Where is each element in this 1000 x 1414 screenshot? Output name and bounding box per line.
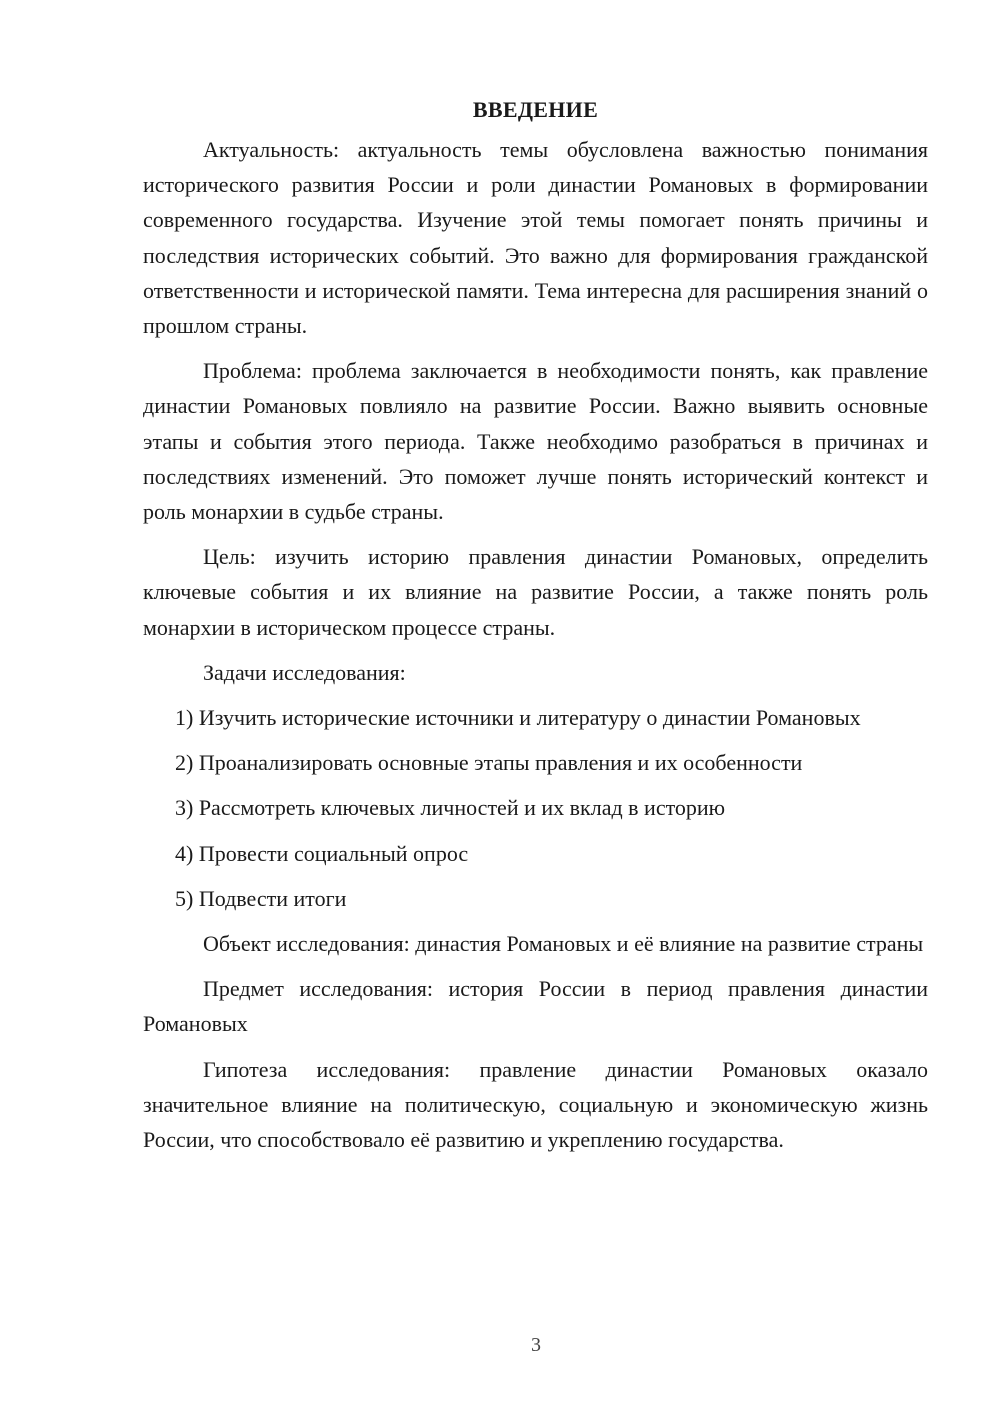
hypothesis-paragraph: Гипотеза исследования: правление династии Романовых оказало значительное влияние на политическую, социальную и экономическую жизнь России, что способствовало её развитию и укреплению государства. [143, 1056, 928, 1153]
problem-paragraph: Проблема: проблема заключается в необходимости понять, как правление династии Романовых повлияло на развитие России. Важно выявить основные этапы и события этого периода. Также необходимо разобраться в причинах и последствиях изменений. Это поможет лучше понять исторический контекст и роль монархии в судьбе страны. [143, 358, 928, 525]
relevance-paragraph: Актуальность: актуальность темы обусловлена важностью понимания исторического развития России и роли династии Романовых в формировании современного государства. Изучение этой темы помогает понять причины и последствия исторических событий. Это важно для формирования гражданской ответственности и исторической памяти. Тема интересна для расширения знаний о прошлом страны. [143, 137, 928, 339]
subject-paragraph: Предмет исследования: история России в период правления династии Романовых [143, 976, 928, 1037]
task-item: 2) Проанализировать основные этапы правления и их особенности [175, 750, 803, 776]
goal-paragraph: Цель: изучить историю правления династии Романовых, определить ключевые события и их влияние на развитие России, а также понять роль монархии в историческом процессе страны. [143, 544, 928, 640]
page-content [143, 92, 928, 1167]
tasks-label: Задачи исследования: [203, 659, 406, 685]
tasks-list [143, 700, 928, 916]
object-paragraph: Объект исследования: династия Романовых и её влияние на развитие страны [203, 931, 924, 957]
page-number: 3 [531, 1334, 541, 1356]
task-item: 3) Рассмотреть ключевых личностей и их вклад в историю [175, 795, 726, 821]
task-item: 5) Подвести итоги [175, 885, 347, 911]
page-heading: ВВЕДЕНИЕ [472, 97, 599, 122]
task-item: 4) Провести социальный опрос [175, 840, 469, 866]
task-item: 1) Изучить исторические источники и литературу о династии Романовых [175, 705, 861, 731]
